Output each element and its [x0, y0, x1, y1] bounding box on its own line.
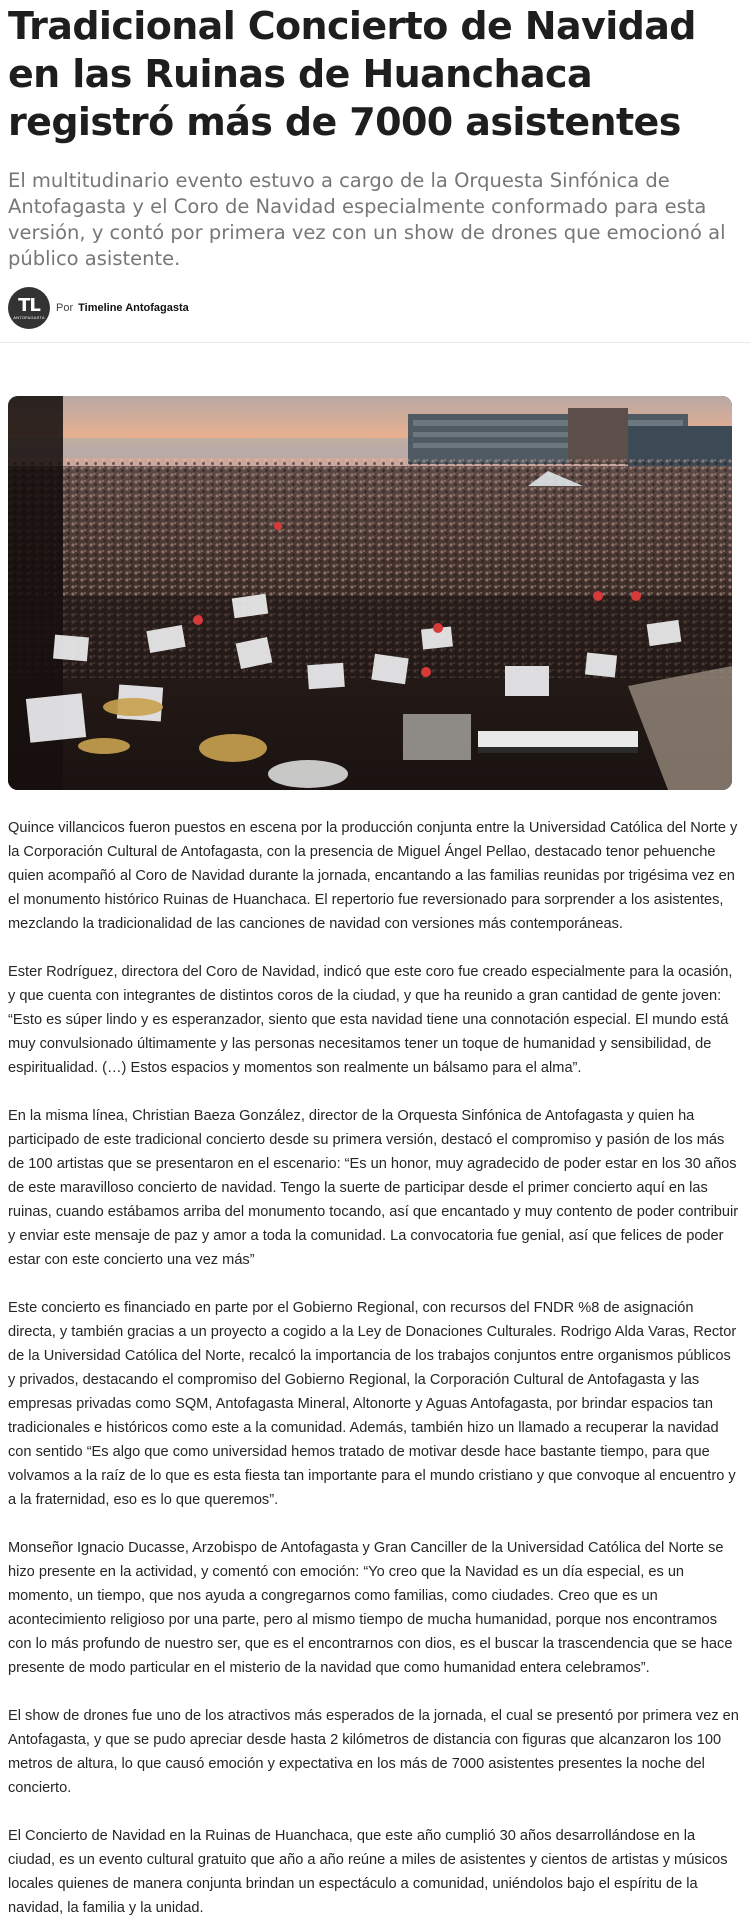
- article-paragraph: Quince villancicos fueron puestos en escena por la producción conjunta entre la Universidad Católica del Norte y la Corporación Cultural de Antofagasta, con la presencia de Miguel Ángel Pellao, destacado tenor pehuenche quien acompañó al Coro de Navidad durante la jornada, encantando a las familias reunidas por trigésima vez en el monumento histórico Ruinas de Huanchaca. El repertorio fue reversionado para sorprender a los asistentes, mezclando la tradicionalidad de las canciones de navidad con versiones más contemporáneas.: [8, 820, 738, 932]
- article-paragraph: En la misma línea, Christian Baeza González, director de la Orquesta Sinfónica de Antofagasta y quien ha participado de este tradicional concierto desde su primera versión, destacó el compromiso y pasión de los más de 100 artistas que se presentaron en el escenario: “Es un honor, muy agradecido de poder estar en los 30 años de este maravilloso concierto de navidad. Tengo la suerte de participar desde el primer concierto aquí en las ruinas, cuando estábamos arriba del monumento tocando, así que encantado y muy contento de poder contribuir y enviar este mensaje de paz y amor a toda la comunidad. La convocatoria fue genial, así que felices de poder estar con este concierto una vez más”: [8, 1108, 739, 1268]
- hero-image: [8, 396, 732, 790]
- article-paragraph: El Concierto de Navidad en la Ruinas de Huanchaca, que este año cumplió 30 años desarrollándose en la ciudad, es un evento cultural gratuito que año a año reúne a miles de asistentes y cientos de artistas y músicos locales quienes de manera conjunta brindan un espectáculo a comunidad, uniéndolos bajo el espíritu de la navidad, la familia y la unidad.: [8, 1828, 728, 1916]
- author-avatar[interactable]: [8, 287, 50, 329]
- author-avatar-initials: TL: [18, 294, 40, 316]
- byline-prefix: Por: [56, 302, 74, 314]
- header-divider: [0, 342, 750, 343]
- article-headline: Tradicional Concierto de Navidad en las Ruinas de Huanchaca registró más de 7000 asistentes: [8, 4, 696, 144]
- byline-author-link[interactable]: Timeline Antofagasta: [78, 302, 189, 314]
- concert-photo-illustration: [8, 396, 732, 790]
- article-paragraph: Monseñor Ignacio Ducasse, Arzobispo de Antofagasta y Gran Canciller de la Universidad Católica del Norte se hizo presente en la actividad, y comentó con emoción: “Yo creo que la Navidad es un día especial, es un momento, un tiempo, que nos ayuda a congregarnos como familias, como ciudades. Creo que es un acontecimiento religioso por una parte, pero al mismo tiempo de mucha humanidad, porque nos encontramos con lo más profundo de nuestro ser, que es el encontrarnos con dios, es el buscar la trascendencia que se hace presente de modo particular en el misterio de la navidad que como humanidad entera celebramos”.: [8, 1540, 733, 1676]
- article-subtitle: El multitudinario evento estuvo a cargo de la Orquesta Sinfónica de Antofagasta y el Coro de Navidad especialmente conformado para esta versión, y contó por primera vez con un show de drones que emocionó al público asistente.: [8, 169, 726, 270]
- author-avatar-subtext: ANTOFAGASTA: [13, 315, 45, 320]
- article-paragraph: Este concierto es financiado en parte por el Gobierno Regional, con recursos del FNDR %8 de asignación directa, y también gracias a un proyecto a cogido a la Ley de Donaciones Culturales. Rodrigo Alda Varas, Rector de la Universidad Católica del Norte, recalcó la importancia de los trabajos conjuntos entre organismos públicos y privados, destacando el compromiso del Gobierno Regional, la Corporación Cultural de Antofagasta y las empresas privadas como SQM, Antofagasta Mineral, Altonorte y Aguas Antofagasta, por brindar espacios tan tradicionales e históricos como este a la comunidad. Además, también hizo un llamado a recuperar la navidad con sentido “Es algo que como universidad hemos tratado de motivar desde hace bastante tiempo, para que volvamos a la raíz de lo que es esta fiesta tan importante para el mundo cristiano y que convoque al encuentro y a la fraternidad, eso es lo que queremos”.: [8, 1300, 737, 1508]
- article-paragraph: El show de drones fue uno de los atractivos más esperados de la jornada, el cual se presentó por primera vez en Antofagasta, y que se pudo apreciar desde hasta 2 kilómetros de distancia con figuras que alcanzaron los 100 metros de altura, lo que causó emoción y expectativa en los más de 7000 asistentes presentes la noche del concierto.: [8, 1708, 739, 1796]
- article-paragraph: Ester Rodríguez, directora del Coro de Navidad, indicó que este coro fue creado especialmente para la ocasión, y que cuenta con integrantes de distintos coros de la ciudad, y que ha reunido a gran cantidad de gente joven: “Esto es súper lindo y es esperanzador, siento que esta navidad tiene una connotación especial. El mundo está muy convulsionado últimamente y las personas necesitamos tener un toque de humanidad y sensibilidad, de espiritualidad. (…) Estos espacios y momentos son realmente un bálsamo para el alma”.: [8, 964, 733, 1076]
- article-body: [0, 816, 750, 1920]
- byline: [8, 286, 750, 330]
